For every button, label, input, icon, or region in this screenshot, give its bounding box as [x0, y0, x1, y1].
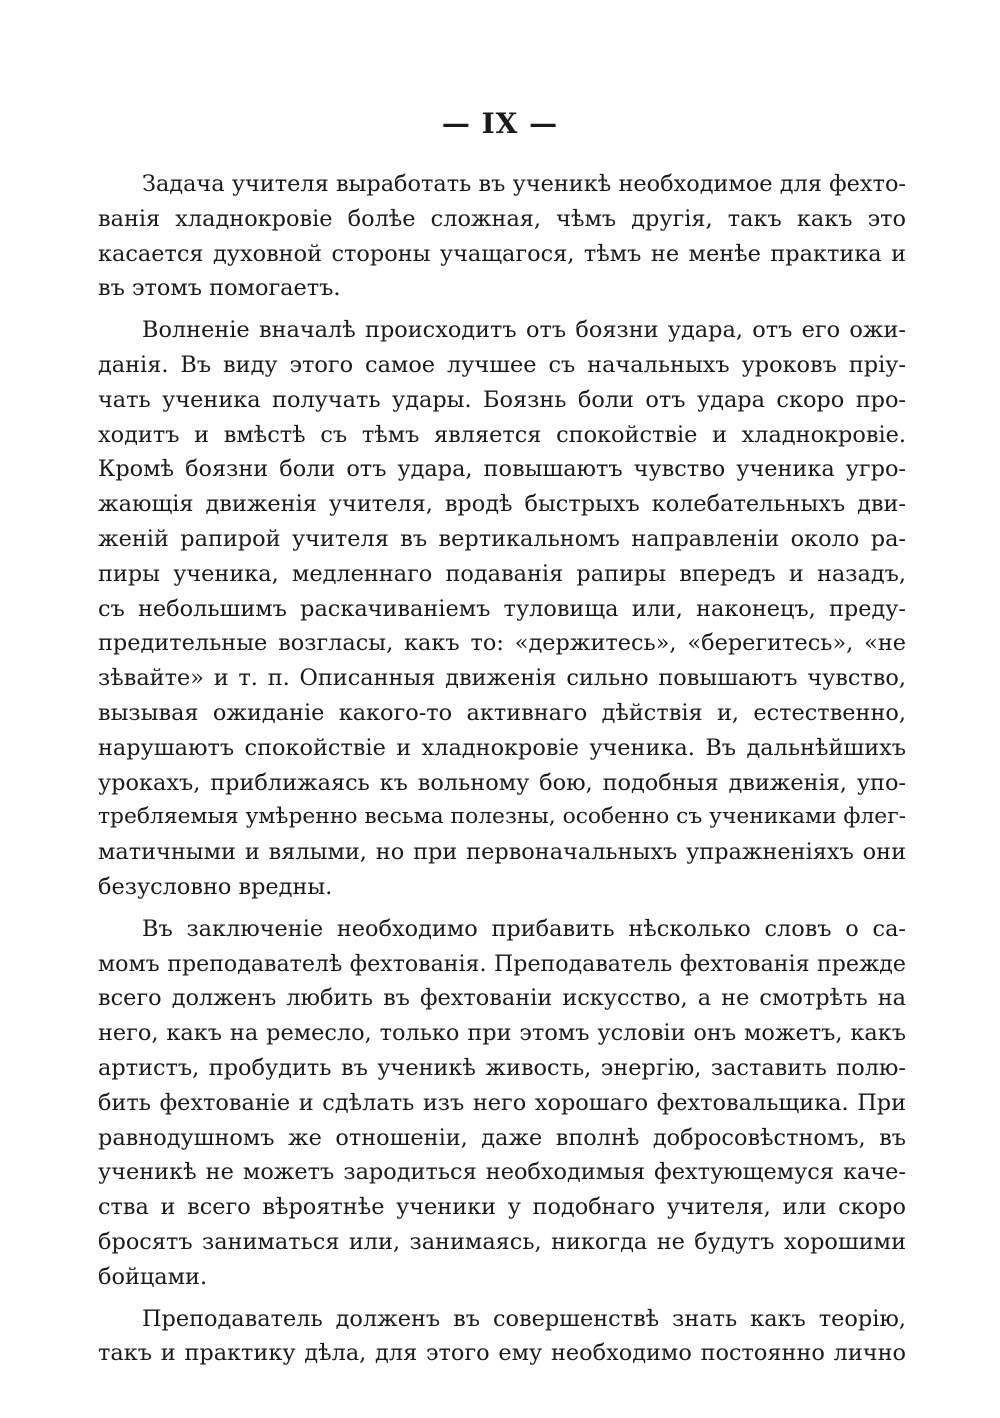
text-line: ванія хладнокровіе болѣе сложная, чѣмъ другія, такъ какъ это — [98, 205, 906, 232]
text-line: момъ преподавателѣ фехтованія. Преподаватель фехтованія прежде — [98, 950, 906, 977]
text-line: бойцами. — [98, 1263, 208, 1290]
paragraph — [98, 1302, 906, 1372]
text-line: Кромѣ боязни боли отъ удара, повышаютъ чувство ученика угро- — [98, 456, 906, 483]
paragraph-gap — [98, 306, 906, 313]
text-line: пиры ученика, медленнаго подаванія рапиры впередъ и назадъ, — [98, 560, 906, 587]
text-line: равнодушномъ же отношеніи, даже вполнѣ добросовѣстномъ, въ — [98, 1124, 906, 1151]
text-line: чать ученика получать удары. Боязнь боли отъ удара скоро про- — [98, 386, 906, 413]
text-line: Задача учителя выработать въ ученикѣ необходимое для фехто- — [142, 171, 906, 197]
text-line: матичными и вялыми, но при первоначальныхъ упражненіяхъ они — [98, 839, 906, 866]
paragraph-gap — [98, 1295, 906, 1302]
text-line: безусловно вредны. — [98, 873, 333, 900]
text-line: ученикѣ не можетъ зародиться необходимыя фехтующемуся каче- — [98, 1159, 906, 1186]
text-line: женій рапирой учителя въ вертикальномъ направленіи около ра- — [98, 525, 906, 552]
text-line: артистъ, пробудить въ ученикѣ живость, энергію, заставить полю- — [98, 1054, 906, 1081]
text-line: Въ заключеніе необходимо прибавить нѣсколько словъ о са- — [142, 915, 906, 942]
text-line: зѣвайте» и т. п. Описанныя движенія сильно повышаютъ чувство, — [98, 665, 906, 692]
text-line: него, какъ на ремесло, только при этомъ условіи онъ можетъ, какъ — [98, 1020, 906, 1047]
text-line: въ этомъ помогаетъ. — [98, 275, 341, 302]
text-line: съ небольшимъ раскачиваніемъ туловища или, наконецъ, преду- — [98, 595, 906, 622]
paragraph — [98, 313, 906, 905]
text-line: ства и всего вѣроятнѣе ученики у подобнаго учителя, или скоро — [98, 1194, 906, 1221]
text-line: Преподаватель долженъ въ совершенствѣ знать какъ теорію, — [142, 1305, 906, 1332]
body-text — [98, 167, 906, 1371]
text-line: Волненіе вначалѣ происходитъ отъ боязни удара, отъ его ожи- — [142, 317, 906, 344]
text-line: бросятъ заниматься или, занимаясь, никогда не будутъ хорошими — [98, 1228, 906, 1255]
text-line: жающія движенія учителя, вродѣ быстрыхъ колебательныхъ дви- — [98, 491, 906, 518]
paragraph — [98, 167, 906, 306]
text-line: касается духовной стороны учащагося, тѣмъ не менѣе практика и — [98, 240, 906, 267]
text-line: такъ и практику дѣла, для этого ему необходимо постоянно лично — [98, 1340, 906, 1367]
text-line: всего долженъ любить въ фехтованіи искусство, а не смотрѣть на — [98, 985, 906, 1012]
text-line: вызывая ожиданіе какого-то активнаго дѣйствія и, естественно, — [98, 699, 906, 726]
paragraph — [98, 912, 906, 1295]
text-line: урокахъ, приближаясь къ вольному бою, подобныя движенія, упо- — [98, 769, 906, 796]
text-line: нарушаютъ спокойствіе и хладнокровіе ученика. Въ дальнѣйшихъ — [98, 734, 906, 761]
text-line: данія. Въ виду этого самое лучшее съ начальныхъ уроковъ пріу- — [98, 351, 906, 378]
page-number: — IX — — [441, 107, 559, 140]
text-line: ходитъ и вмѣстѣ съ тѣмъ является спокойствіе и хладнокровіе. — [98, 421, 906, 448]
paragraph-gap — [98, 905, 906, 912]
text-line: бить фехтованіе и сдѣлать изъ него хорошаго фехтовальщика. При — [98, 1089, 906, 1116]
text-line: предительные возгласы, какъ то: «держитесь», «берегитесь», «не — [98, 630, 906, 657]
text-line: требляемыя умѣренно весьма полезны, особенно съ учениками флег- — [98, 804, 906, 830]
